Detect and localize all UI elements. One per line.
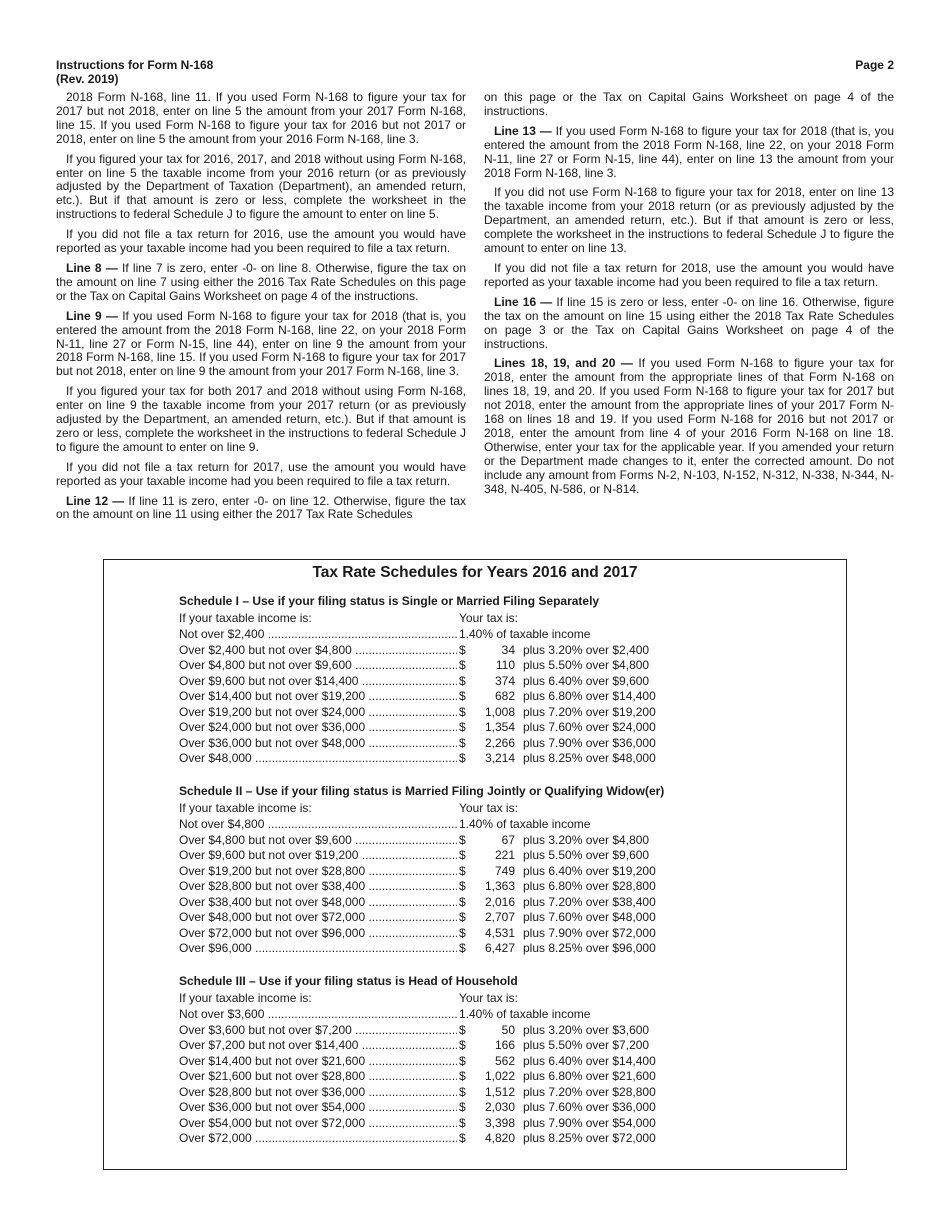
schedule-2 — [179, 783, 779, 957]
paragraph — [56, 228, 466, 256]
rate-description: plus 6.40% over $19,200 — [523, 863, 656, 878]
rate-description: plus 3.20% over $3,600 — [523, 1022, 650, 1037]
schedule-row — [179, 926, 779, 942]
rate-description: plus 7.90% over $36,000 — [523, 735, 656, 750]
right-column — [484, 91, 894, 502]
base-tax-amount: 221 — [494, 848, 515, 862]
schedule-row — [179, 895, 779, 911]
income-range: Over $19,200 but not over $24,000 ..... — [179, 705, 457, 721]
rate-description: plus 8.25% over $48,000 — [523, 751, 656, 765]
income-range: Over $72,000 ..... — [179, 1131, 457, 1147]
income-range: Over $19,200 but not over $28,800 ..... — [179, 864, 457, 880]
paragraph-text: If you used Form N-168 to figure your tax for 2018 (that is, you entered the amount from the 2018 Form N-168, line 22, on your 2018 Form N-11, line 27 or Form N-15, line 44), enter on line 13 the amount from your 2018 Form N-168, line 3. — [484, 123, 895, 180]
paragraph — [56, 153, 466, 223]
dollar-sign: $ — [459, 848, 466, 862]
income-range: Over $48,000 ..... — [179, 751, 457, 767]
schedule-row — [179, 1054, 779, 1070]
rate-description: plus 7.20% over $38,400 — [523, 894, 656, 909]
rate-description: plus 6.40% over $9,600 — [523, 673, 650, 688]
paragraph-text: If you did not file a tax return for 2017, use the amount you would have reported as your taxable income had you been required to file a tax return. — [56, 459, 466, 488]
income-range: Not over $3,600 ..... — [179, 1007, 457, 1023]
rate-description: plus 5.50% over $4,800 — [523, 658, 650, 672]
schedule-title: Schedule II – Use if your filing status is Married Filing Jointly or Qualifying Widow(er) — [179, 784, 665, 798]
schedule-row — [179, 1131, 779, 1147]
base-tax-amount: 2,030 — [484, 1100, 515, 1114]
schedule-3 — [179, 973, 779, 1147]
dollar-sign: $ — [459, 1038, 466, 1052]
rate-description: plus 7.90% over $72,000 — [523, 925, 656, 940]
form-revision: (Rev. 2019) — [56, 72, 119, 86]
schedule-row — [179, 1116, 779, 1132]
dollar-sign: $ — [459, 735, 466, 750]
schedule-row — [179, 833, 779, 849]
paragraph — [56, 91, 466, 147]
dollar-sign: $ — [459, 704, 466, 719]
rate-description: plus 8.25% over $72,000 — [523, 1131, 656, 1145]
base-tax-amount: 110 — [495, 658, 515, 672]
dollar-sign: $ — [459, 751, 466, 765]
rate-description: plus 6.80% over $21,600 — [523, 1069, 656, 1083]
rate-description: plus 3.20% over $2,400 — [523, 642, 650, 657]
income-header: If your taxable income is: — [179, 611, 312, 625]
schedule-row — [179, 689, 779, 705]
base-tax-amount: 50 — [501, 1022, 515, 1037]
paragraph-lead: Line 8 — — [66, 260, 118, 275]
dollar-sign: $ — [459, 941, 466, 955]
income-range: Over $28,800 but not over $38,400 ..... — [179, 879, 457, 895]
income-range: Over $24,000 but not over $36,000 ..... — [179, 720, 457, 736]
base-tax-amount: 2,707 — [484, 910, 515, 924]
income-range: Over $3,600 but not over $7,200 ..... — [179, 1023, 457, 1039]
income-range: Over $96,000 ..... — [179, 941, 457, 957]
paragraph — [56, 461, 466, 489]
schedule-row — [179, 910, 779, 926]
base-tax-amount: 67 — [501, 832, 515, 847]
base-tax-amount: 374 — [494, 673, 515, 688]
rate-description: plus 5.50% over $7,200 — [523, 1038, 650, 1052]
dollar-sign: $ — [459, 910, 466, 924]
tax-rate-text: 1.40% of taxable income — [459, 627, 591, 641]
paragraph-lead: Line 13 — — [494, 123, 552, 138]
schedule-row — [179, 643, 779, 659]
dollar-sign: $ — [459, 658, 466, 672]
schedule-title: Schedule III – Use if your filing status is Head of Household — [179, 974, 518, 988]
income-range: Over $38,400 but not over $48,000 ..... — [179, 895, 457, 911]
paragraph — [484, 186, 894, 256]
paragraph-lead: Line 12 — — [66, 493, 125, 508]
page-header — [56, 58, 894, 88]
schedule-row — [179, 705, 779, 721]
paragraph-text: 2018 Form N-168, line 11. If you used Form N-168 to figure your tax for 2017 but not 2018, enter on line 5 the amount from your 2017 Form N-168, line 15. If you used Form N-168 to figure your tax for 2016 but not 2017 or 2018, enter on line 5 the amount from your 2016 Form N-168, line 3. — [56, 90, 466, 146]
dollar-sign: $ — [459, 1053, 466, 1068]
rate-description: plus 7.60% over $48,000 — [523, 910, 656, 924]
tax-rate-schedules-box — [103, 559, 847, 1170]
base-tax-amount: 4,820 — [484, 1131, 515, 1145]
paragraph — [484, 296, 894, 352]
schedule-header — [179, 989, 779, 1007]
income-range: Over $72,000 but not over $96,000 ..... — [179, 926, 457, 942]
base-tax-amount: 749 — [494, 863, 515, 878]
base-tax-amount: 682 — [494, 689, 515, 703]
paragraph-lead: Line 16 — — [494, 294, 553, 309]
left-column — [56, 91, 466, 528]
dollar-sign: $ — [459, 720, 466, 734]
schedule-header — [179, 799, 779, 817]
paragraph-text: If you used Form N-168 to figure your tax for 2018 (that is, you entered the amount from the 2018 Form N-168, line 22, on your 2018 Form N-11, line 27 or Form N-15, line 44), enter on line 9 the amount from your 2018 Form N-168, line 15. If you used Form N-168 to figure your tax for 2017 but not 2018, enter on line 9 the amount from your 2017 Form N-168, line 3. — [56, 308, 466, 379]
tax-rate-text: 1.40% of taxable income — [459, 1007, 591, 1021]
schedule-title: Schedule I – Use if your filing status is Single or Married Filing Separately — [179, 594, 600, 608]
paragraph-lead: Line 9 — — [66, 308, 118, 323]
tax-header: Your tax is: — [459, 801, 518, 815]
schedule-row — [179, 658, 779, 674]
paragraph — [56, 310, 466, 380]
dollar-sign: $ — [459, 689, 466, 703]
income-range: Over $4,800 but not over $9,600 ..... — [179, 833, 457, 849]
dollar-sign: $ — [459, 832, 466, 847]
dollar-sign: $ — [459, 673, 466, 688]
paragraph-text: If you figured your tax for both 2017 and 2018 without using Form N-168, enter on line 9 the taxable income from your 2017 return (or as previously adjusted by the Department, an amended return, etc.). But if that amount is zero or less, complete the worksheet in the instructions to federal Schedule J to figure the amount to enter on line 9. — [56, 384, 466, 454]
base-tax-amount: 4,531 — [484, 925, 515, 940]
paragraph — [56, 262, 466, 304]
income-range: Over $36,000 but not over $54,000 ..... — [179, 1100, 457, 1116]
tax-header: Your tax is: — [459, 611, 518, 625]
schedule-row — [179, 627, 779, 643]
rate-description: plus 7.20% over $28,800 — [523, 1084, 656, 1099]
tax-header: Your tax is: — [459, 991, 518, 1005]
income-range: Over $21,600 but not over $28,800 ..... — [179, 1069, 457, 1085]
schedule-row — [179, 864, 779, 880]
schedule-1 — [179, 593, 779, 767]
paragraph-text: If you did not file a tax return for 2016, use the amount you would have reported as your taxable income had you been required to file a tax return. — [56, 227, 466, 256]
rate-description: plus 6.40% over $14,400 — [523, 1053, 656, 1068]
rate-description: plus 7.60% over $36,000 — [523, 1100, 656, 1114]
rate-description: plus 7.20% over $19,200 — [523, 704, 656, 719]
dollar-sign: $ — [459, 1115, 466, 1130]
schedule-row — [179, 879, 779, 895]
form-title: Instructions for Form N-168 — [56, 58, 214, 72]
dollar-sign: $ — [459, 1069, 466, 1083]
schedule-row — [179, 1085, 779, 1101]
dollar-sign: $ — [459, 879, 466, 893]
income-header: If your taxable income is: — [179, 991, 312, 1005]
paragraph — [484, 357, 894, 496]
base-tax-amount: 562 — [494, 1053, 515, 1068]
base-tax-amount: 3,398 — [484, 1115, 515, 1130]
dollar-sign: $ — [459, 863, 466, 878]
paragraph-text: on this page or the Tax on Capital Gains Worksheet on page 4 of the instructions. — [484, 90, 894, 118]
rate-description: plus 3.20% over $4,800 — [523, 832, 650, 847]
schedule-row — [179, 848, 779, 864]
income-range: Not over $2,400 ..... — [179, 627, 457, 643]
schedule-row — [179, 674, 779, 690]
rate-description: plus 8.25% over $96,000 — [523, 941, 656, 955]
dollar-sign: $ — [459, 925, 466, 940]
schedule-header — [179, 609, 779, 627]
schedule-row — [179, 1007, 779, 1023]
dollar-sign: $ — [459, 642, 466, 657]
income-range: Over $9,600 but not over $19,200 ..... — [179, 848, 457, 864]
tax-rate-text: 1.40% of taxable income — [459, 817, 591, 831]
paragraph-lead: Lines 18, 19, and 20 — — [494, 356, 633, 371]
income-range: Over $28,800 but not over $36,000 ..... — [179, 1085, 457, 1101]
base-tax-amount: 1,354 — [484, 720, 515, 734]
schedule-row — [179, 736, 779, 752]
rate-description: plus 7.90% over $54,000 — [523, 1115, 656, 1130]
schedule-row — [179, 1023, 779, 1039]
dollar-sign: $ — [459, 1022, 466, 1037]
dollar-sign: $ — [459, 1100, 466, 1114]
base-tax-amount: 2,016 — [484, 894, 515, 909]
rate-description: plus 5.50% over $9,600 — [523, 848, 650, 862]
paragraph-text: If you did not use Form N-168 to figure your tax for 2018, enter on line 13 the taxable income from your 2018 return (or as previously adjusted by the Department, an amended return, etc.). But if that amount is zero or less, complete the worksheet in the instructions to federal Schedule J to figure the amount to enter on line 13. — [484, 185, 894, 256]
schedule-row — [179, 817, 779, 833]
paragraph — [56, 495, 466, 523]
dollar-sign: $ — [459, 894, 466, 909]
base-tax-amount: 1,022 — [484, 1069, 515, 1083]
income-range: Over $7,200 but not over $14,400 ..... — [179, 1038, 457, 1054]
income-range: Over $36,000 but not over $48,000 ..... — [179, 736, 457, 752]
income-range: Over $48,000 but not over $72,000 ..... — [179, 910, 457, 926]
schedule-row — [179, 1038, 779, 1054]
paragraph-text: If line 15 is zero or less, enter -0- on line 16. Otherwise, figure the tax on the amount on line 15 using either the 2018 Tax Rate Schedules on page 3 or the Tax on Capital Gains Worksheet on page 4 of the instructions. — [484, 294, 894, 351]
schedule-row — [179, 941, 779, 957]
base-tax-amount: 1,363 — [484, 879, 515, 893]
schedule-row — [179, 1100, 779, 1116]
income-header: If your taxable income is: — [179, 801, 312, 815]
income-range: Over $4,800 but not over $9,600 ..... — [179, 658, 457, 674]
paragraph-text: If line 7 is zero, enter -0- on line 8. Otherwise, figure the tax on the amount on line 7 using either the 2016 Tax Rate Schedules on this page or the Tax on Capital Gains Worksheet on page 4 of the instructions. — [56, 260, 466, 303]
income-range: Over $14,400 but not over $21,600 ..... — [179, 1054, 457, 1070]
base-tax-amount: 1,008 — [484, 704, 515, 719]
paragraph-text: If you did not file a tax return for 2018, use the amount you would have reported as your taxable income had you been required to file a tax return. — [484, 260, 894, 289]
tax-box-title: Tax Rate Schedules for Years 2016 and 2017 — [312, 564, 638, 581]
income-range: Over $54,000 but not over $72,000 ..... — [179, 1116, 457, 1132]
base-tax-amount: 3,214 — [484, 751, 515, 765]
schedule-row — [179, 751, 779, 767]
paragraph-text: If line 11 is zero, enter -0- on line 12. Otherwise, figure the tax on the amount on line 11 using either the 2017 Tax Rate Schedules — [56, 493, 467, 522]
schedule-row — [179, 720, 779, 736]
schedule-row — [179, 1069, 779, 1085]
page-number: Page 2 — [855, 58, 894, 72]
income-range: Over $9,600 but not over $14,400 ..... — [179, 674, 457, 690]
rate-description: plus 6.80% over $14,400 — [523, 689, 656, 703]
income-range: Over $14,400 but not over $19,200 ..... — [179, 689, 457, 705]
base-tax-amount: 1,512 — [484, 1084, 515, 1099]
dollar-sign: $ — [459, 1131, 466, 1145]
rate-description: plus 7.60% over $24,000 — [523, 720, 656, 734]
income-range: Over $2,400 but not over $4,800 ..... — [179, 643, 457, 659]
base-tax-amount: 6,427 — [484, 941, 515, 955]
paragraph-text: If you figured your tax for 2016, 2017, and 2018 without using Form N-168, enter on line 5 the taxable income from your 2016 return (or as previously adjusted by the Department of Taxation (Department), an amended return, etc.). But if that amount is zero or less, complete the worksheet in the instructions to federal Schedule J to figure the amount to enter on line 5. — [56, 151, 466, 222]
paragraph — [484, 91, 894, 119]
paragraph-text: If you used Form N-168 to figure your tax for 2018, enter the amount from the appropriate lines of that Form N-168 on lines 18, 19, and 20. If you used Form N-168 to figure your tax for 2017 but not 2018, enter the amount from the appropriate lines of your 2017 Form N-168 on lines 18 and 19. If you used Form N-168 for 2016 but not 2017 or 2018, enter the amount from line 4 of your 2016 Form N-168 on line 18. Otherwise, enter your tax for the applicable year. If you amended your return or the Department made changes to it, enter the corrected amount. Do not include any amount from Forms N-2, N-103, N-152, N-312, N-338, N-344, N-348, N-405, N-586, or N-814. — [484, 356, 894, 496]
rate-description: plus 6.80% over $28,800 — [523, 879, 656, 893]
paragraph — [484, 262, 894, 290]
base-tax-amount: 166 — [494, 1038, 515, 1052]
paragraph — [484, 125, 894, 181]
base-tax-amount: 2,266 — [484, 735, 515, 750]
dollar-sign: $ — [459, 1084, 466, 1099]
paragraph — [56, 385, 466, 455]
income-range: Not over $4,800 ..... — [179, 817, 457, 833]
base-tax-amount: 34 — [501, 642, 515, 657]
